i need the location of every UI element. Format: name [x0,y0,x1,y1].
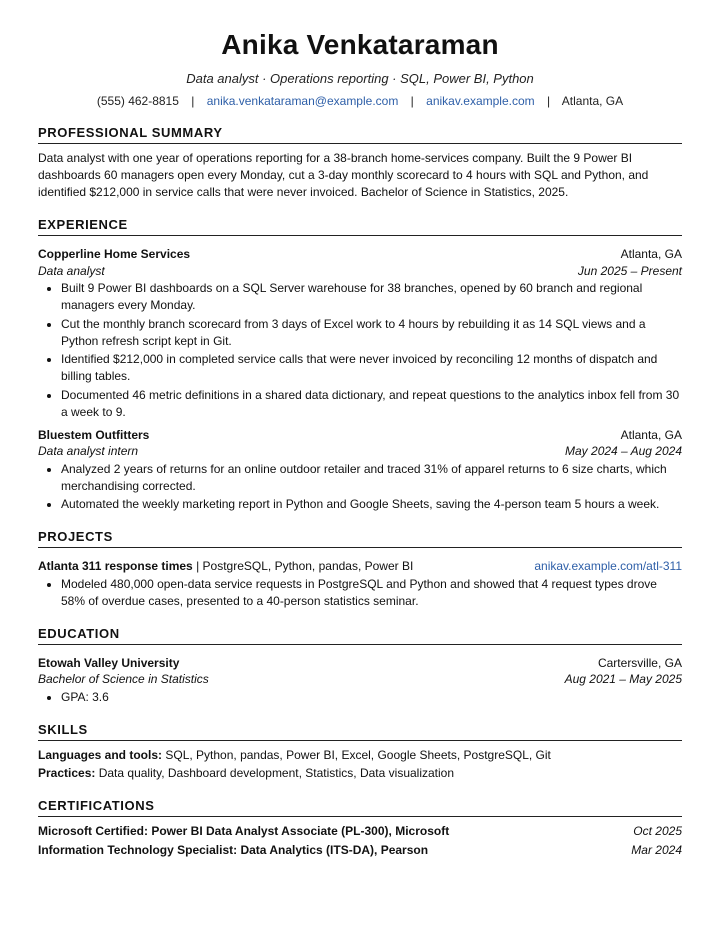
job-bullets [38,461,682,514]
school-name: Etowah Valley University [38,655,180,670]
education-section [38,626,682,706]
project-entry [38,558,682,610]
certification-date: Oct 2025 [633,823,682,838]
skills-value: Data quality, Dashboard development, Statistics, Data visualization [98,765,455,780]
bullet-item: • Documented 46 metric definitions in a shared data dictionary, and repeat questions to the analytics inbox fell from 30 a week to 9. [61,387,682,421]
separator: | [410,94,414,108]
degree: Bachelor of Science in Statistics [38,672,209,686]
job-role: Data analyst [38,263,105,278]
location: Atlanta, GA [561,94,624,108]
job-dates: Jun 2025 – Present [577,263,682,278]
certifications-list [38,823,682,859]
company-name: Copperline Home Services [38,247,191,261]
section-title-certifications: CERTIFICATIONS [38,798,682,817]
company-name: Bluestem Outfitters [38,427,150,442]
job-bullets [38,280,682,421]
skills-line [38,747,682,764]
skills-label: Practices: [38,765,96,780]
job-entry [38,246,682,421]
separator: | [191,94,195,108]
education-bullets [38,689,682,706]
website-link[interactable]: anikav.example.com [426,94,535,108]
skills-section [38,722,682,782]
skills-label: Languages and tools: [38,747,163,762]
summary-text: Data analyst with one year of operations reporting for a 38-branch home-services company. Built the 9 Power BI dashboards 60 managers open every Monday, cut a 3-day monthly scorecard to 4 hours with SQL and Python, and identified $212,000 in service calls that were never invoiced. Bachelor of Science in Statistics, 2025. [38,151,649,199]
school-location: Cartersville, GA [597,655,682,670]
phone: (555) 462-8815 [96,94,179,108]
project-tech: | PostgreSQL, Python, pandas, Power BI [196,559,414,573]
job-location: Atlanta, GA [620,427,682,442]
email-link[interactable]: anika.venkataraman@example.com [206,94,399,108]
summary-section [38,125,682,201]
bullet-item: • Identified $212,000 in completed service calls that were never invoiced by reconciling 12 months of dispatch and billing tables. [61,351,682,385]
separator: | [546,94,551,108]
bullet-item: • Built 9 Power BI dashboards on a SQL Server warehouse for 38 branches, opened by 60 branch and regional managers every Monday. [61,280,682,314]
section-title-experience: EXPERIENCE [38,217,682,236]
project-link[interactable]: anikav.example.com/atl-311 [534,559,682,573]
bullet-item: • GPA: 3.6 [61,689,682,706]
section-title-summary: PROFESSIONAL SUMMARY [38,125,682,144]
section-title-education: EDUCATION [38,626,682,645]
bullet-item: • Modeled 480,000 open-data service requests in PostgreSQL and Python and showed that 4 request types drove 58% of overdue cases, presented to a 40-person statistics seminar. [61,576,682,610]
contact-line [38,94,682,109]
job-dates: May 2024 – Aug 2024 [565,444,682,458]
certification-name: Microsoft Certified: Power BI Data Analyst Associate (PL-300), Microsoft [38,823,450,838]
bullet-item: • Cut the monthly branch scorecard from 3 days of Excel work to 4 hours by rebuilding it as 14 SQL views and a Python refresh script kept in Git. [61,316,682,350]
bullet-item: • Automated the weekly marketing report in Python and Google Sheets, saving the 4-person team 5 hours a week. [61,496,682,513]
skills-value: SQL, Python, pandas, Power BI, Excel, Google Sheets, PostgreSQL, Git [165,747,551,762]
certifications-section [38,798,682,859]
experience-section [38,217,682,513]
certification-item [38,823,682,840]
section-title-skills: SKILLS [38,722,682,741]
projects-section [38,529,682,610]
bullet-item: • Analyzed 2 years of returns for an online outdoor retailer and traced 31% of apparel returns to 6 size charts, which merchandising corrected. [61,461,682,495]
certification-date: Mar 2024 [631,842,682,857]
project-name: Atlanta 311 response times [38,559,193,573]
job-entry [38,427,682,514]
education-entry [38,655,682,706]
education-dates: Aug 2021 – May 2025 [564,672,682,686]
tagline: Data analyst · Operations reporting · SQL, Power BI, Python [186,71,534,86]
job-location: Atlanta, GA [620,247,682,261]
project-bullets [38,576,682,610]
job-role: Data analyst intern [38,444,139,458]
certification-name: Information Technology Specialist: Data Analytics (ITS-DA), Pearson [38,842,429,857]
candidate-name: Anika Venkataraman [221,29,499,60]
skills-line [38,765,682,782]
section-title-projects: PROJECTS [38,529,682,548]
certification-item [38,842,682,859]
